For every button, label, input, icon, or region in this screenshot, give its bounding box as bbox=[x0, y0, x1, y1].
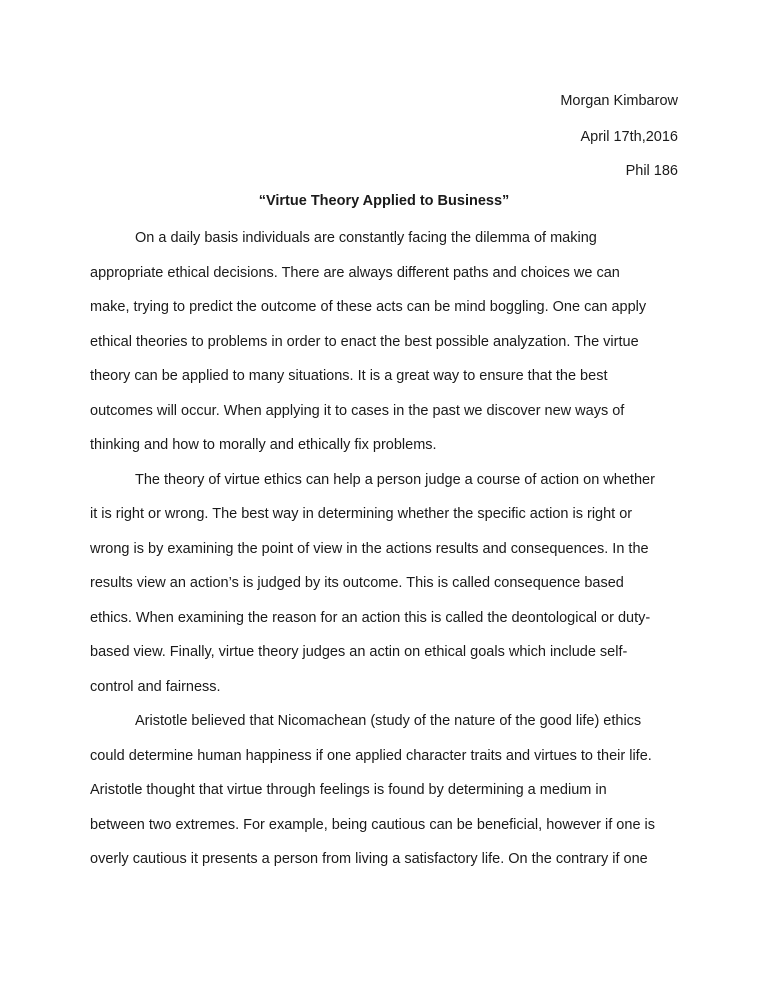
paragraph-line: Aristotle thought that virtue through feelings is found by determining a medium in bbox=[90, 782, 607, 798]
paragraph-line: overly cautious it presents a person from living a satisfactory life. On the contrary if one bbox=[90, 851, 648, 867]
essay-title: “Virtue Theory Applied to Business” bbox=[258, 193, 510, 209]
paragraph-line: it is right or wrong. The best way in determining whether the specific action is right or bbox=[90, 506, 633, 522]
paragraph-line: theory can be applied to many situations. It is a great way to ensure that the best bbox=[90, 368, 608, 384]
paragraph-line: make, trying to predict the outcome of these acts can be mind boggling. One can apply bbox=[90, 299, 647, 315]
date-line: April 17th,2016 bbox=[580, 129, 678, 145]
paragraph-line: ethics. When examining the reason for an action this is called the deontological or duty- bbox=[90, 609, 651, 626]
paragraph-line: The theory of virtue ethics can help a person judge a course of action on whether bbox=[135, 471, 655, 488]
paragraph-3 bbox=[90, 704, 690, 877]
paragraph-1 bbox=[90, 221, 690, 463]
paragraph-2 bbox=[90, 463, 690, 705]
paragraph-line: outcomes will occur. When applying it to cases in the past we discover new ways of bbox=[90, 402, 625, 419]
paragraph-line: Aristotle believed that Nicomachean (study of the nature of the good life) ethics bbox=[135, 713, 642, 729]
essay-body bbox=[90, 221, 690, 877]
paragraph-line: appropriate ethical decisions. There are always different paths and choices we can bbox=[90, 264, 620, 281]
paragraph-line: On a daily basis individuals are constantly facing the dilemma of making bbox=[135, 230, 597, 246]
paragraph-line: control and fairness. bbox=[90, 678, 221, 695]
paragraph-line: thinking and how to morally and ethically fix problems. bbox=[90, 437, 437, 453]
author-name: Morgan Kimbarow bbox=[560, 93, 678, 109]
course-line: Phil 186 bbox=[625, 163, 678, 179]
paragraph-line: could determine human happiness if one applied character traits and virtues to their life. bbox=[90, 747, 652, 764]
paragraph-line: based view. Finally, virtue theory judges an actin on ethical goals which include self- bbox=[90, 644, 628, 660]
paragraph-line: wrong is by examining the point of view in the actions results and consequences. In the bbox=[90, 540, 649, 557]
paragraph-line: results view an action’s is judged by its outcome. This is called consequence based bbox=[90, 575, 624, 591]
paragraph-line: ethical theories to problems in order to enact the best possible analyzation. The virtue bbox=[90, 333, 639, 350]
paragraph-line: between two extremes. For example, being cautious can be beneficial, however if one is bbox=[90, 816, 656, 833]
